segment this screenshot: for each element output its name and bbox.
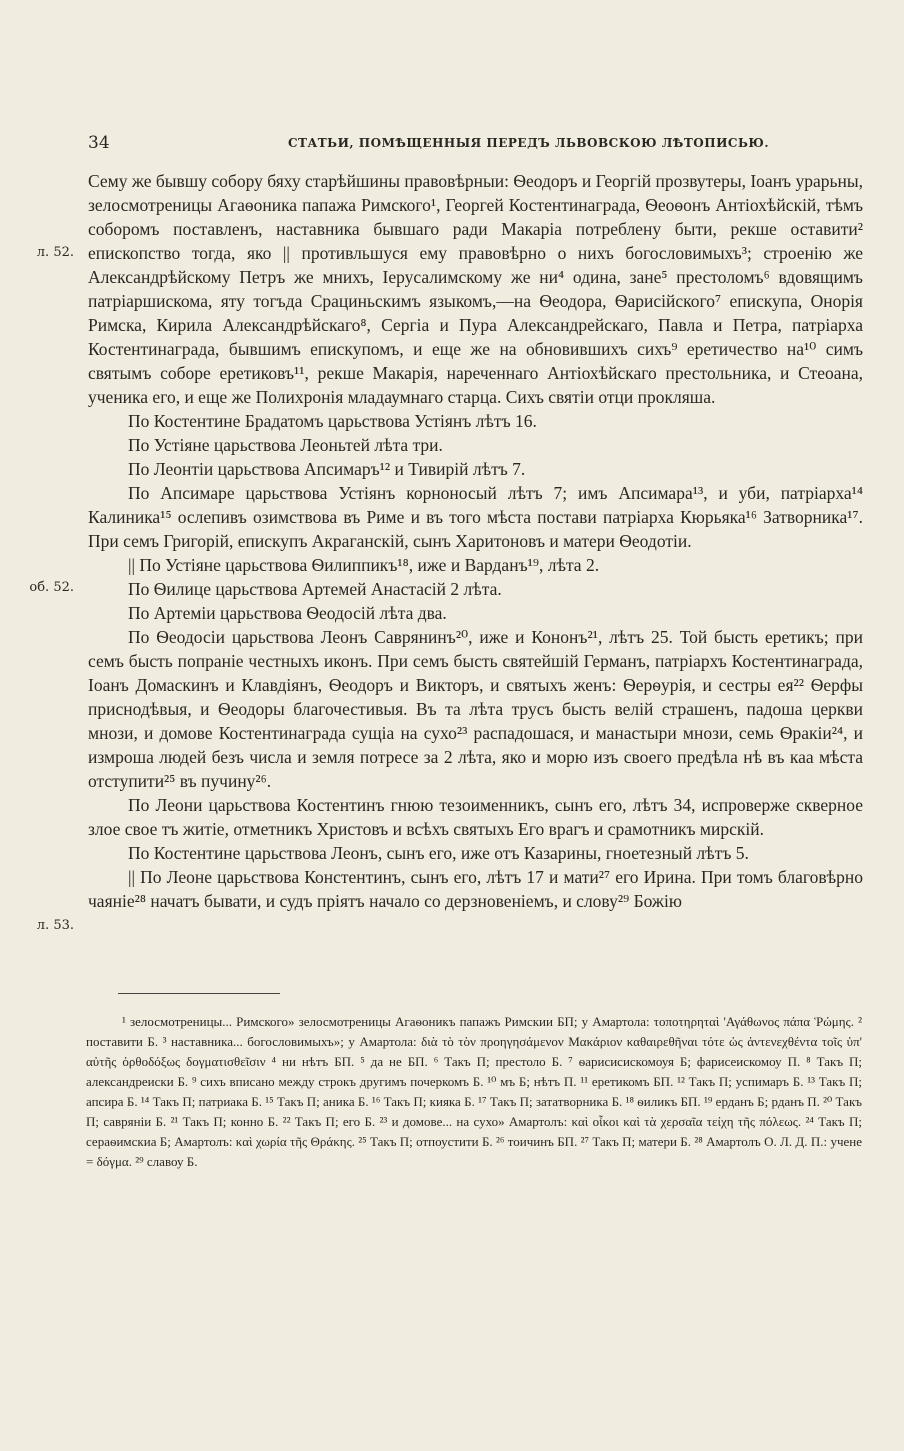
footnote-divider	[118, 993, 280, 994]
paragraph-council: Сему же бывшу собору бяху старѣйшины правовѣрныи: Ѳеодоръ и Георгій прозвутеры, Іоанъ урарьны, зелосмотреницы Агаѳоника папажа Римского¹, Георгей Костентинаграда, Ѳеоѳонъ Антіохѣйскій, тѣмъ соборомъ поставленъ, наставника бывшаго ради Макаріа потреблену быти, рекше оставити² епископство тогда, яко || противльшуся ему правовѣрно о нихъ богословимыхъ³; строенію же Александрѣйскому Петръ же мнихъ, Іерусалимскому же ни⁴ одина, зане⁵ престоломъ⁶ вдовящимъ патріаршискома, яту тогъда Срациньскимъ языкомъ,—на Ѳеодора, Ѳарисійского⁷ епискупа, Онорія Римска, Кирила Александрѣйскаго⁸, Сергіа и Пура Александрейскаго, Павла и Петра, патріарха Костентинаграда, бывшимъ епискупомъ, и еще же на обновившихъ сихъ⁹ еретичество на¹⁰ симъ святымъ соборе еретиковъ¹¹, рекше Макарія, нареченнаго Антіохѣйскаго престольника, и Стеоана, ученика его, и еще же Полихронія младаумнаго старца. Сихъ святіи отци прокляша.	[88, 171, 863, 407]
paragraph-reign: По Леонтіи царьствова Апсимаръ¹² и Тивирій лѣтъ 7.	[128, 459, 526, 479]
paragraph-reign: По Ѳеодосіи царьствова Леонъ Саврянинъ²⁰, иже и Кононъ²¹, лѣтъ 25. Той бысть еретикъ; при семъ бысть попраніе честныхъ иконъ. При семъ бысть святейшій Германъ, патріархъ Костентинаграда, Іоанъ Домаскинъ и Клавдіянъ, Ѳеодоръ и Викторъ, и святыхъ женъ: Ѳерѳурія, и сестры ея²² Ѳерфы приснодѣвыя, и Ѳеодоры благочестивыя. Въ та лѣта трусъ бысть велій страшенъ, падоша церкви мнози, и домове Костентинаграда сущіа на сухо²³ распадошася, и манастыри мнози, семь Ѳракіи²⁴, и измроша людей безъ числа и земля потресе за 2 лѣта, яко и морю изъ своего предѣла нѣ въ каа мѣста отступити²⁵ въ пучину²⁶.	[88, 627, 863, 791]
paragraph-reign: По Ѳилице царьствова Артемей Анастасій 2 лѣта.	[128, 579, 502, 599]
main-text	[88, 169, 863, 913]
footnotes: ¹ зелосмотреницы... Римского» зелосмотреницы Агаѳоникъ папажъ Римскии БП; у Амартола: τοποτηρηταὶ 'Αγάθωνος πάπα Ῥώμης. ² поставити Б. ³ наставника... богословимыхъ»; у Амартола: διὰ τὸ τὸν προηγησάμενον Μακάριον καθαιρεθῆναι τότε ὡς ἀντενεχθέντα τοῖς ὑπ' αὐτῆς ὀρθοδόξως δογματισθεῖσιν ⁴ ни нѣтъ БП. ⁵ да не БП. ⁶ Такъ П; престоло Б. ⁷ ѳарисисискомоуя Б; фарисеискомоу П. ⁸ Такъ П; александреиски Б. ⁹ сихъ вписано между строкъ другимъ почеркомъ Б. ¹⁰ мъ Б; нѣтъ П. ¹¹ еретикомъ БП. ¹² Такъ П; успимаръ Б. ¹³ Такъ П; апсира Б. ¹⁴ Такъ П; патриака Б. ¹⁵ Такъ П; аника Б. ¹⁶ Такъ П; кияка Б. ¹⁷ Такъ П; зататворника Б. ¹⁸ ѳиликъ БП. ¹⁹ ерданъ Б; рданъ П. ²⁰ Такъ П; савряніи Б. ²¹ Такъ П; конно Б. ²² Такъ П; его Б. ²³ и домове... на сухо» Амартолъ: καὶ οἶκοι καὶ τὰ χερσαῖα τείχη τῆς πόλεως. ²⁴ Такъ П; сераѳимскиа Б; Амартолъ: καὶ χωρία τῆς Θράκης. ²⁵ Такъ П; отпоустити Б. ²⁶ тоичинъ БП. ²⁷ Такъ П; матери Б. ²⁸ Амартолъ О. Л. Д. П.: учене = δόγμα. ²⁹ славоу Б.	[86, 1014, 862, 1169]
running-title: СТАТЬИ, ПОМѢЩЕННЫЯ ПЕРЕДЪ ЛЬВОВСКОЮ ЛѢТОПИСЬЮ.	[288, 136, 770, 150]
margin-note-folio-next: л. 53.	[36, 918, 74, 933]
paragraph-reign: По Леони царьствова Костентинъ гнюю тезоименникъ, сынъ его, лѣтъ 34, испроверже скверное злое свое тъ житіе, отметникъ Христовъ и всѣхъ святыхъ Его врагъ и срамотникъ мирскій.	[88, 795, 863, 839]
margin-note-folio-verso: об. 52.	[29, 580, 74, 595]
page-header	[88, 133, 858, 157]
page-number: 34	[88, 133, 110, 153]
margin-note-folio: л. 52.	[36, 245, 74, 260]
paragraph-reign: По Апсимаре царьствова Устіянъ корноносый лѣтъ 7; имъ Апсимара¹³, и уби, патріарха¹⁴ Калиника¹⁵ ослепивъ озимствова въ Риме и въ того мѣста постави патріарха Кюрьяка¹⁶ Затворника¹⁷. При семъ Григорій, епискупъ Акраганскій, сынъ Харитоновъ и матери Ѳеодотіи.	[88, 483, 863, 551]
paragraph-reign: По Артеміи царьствова Ѳеодосій лѣта два.	[128, 603, 447, 623]
paragraph-reign: По Костентине царьствова Леонъ, сынъ его, иже отъ Казарины, гноетезный лѣтъ 5.	[128, 843, 749, 863]
paragraph-reign: По Устіяне царьствова Леоньтей лѣта три.	[128, 435, 443, 455]
paragraph-reign: По Костентине Брадатомъ царьствова Устіянъ лѣтъ 16.	[128, 411, 537, 431]
paragraph-reign: || По Устіяне царьствова Ѳилиппикъ¹⁸, иже и Варданъ¹⁹, лѣта 2.	[128, 555, 600, 575]
paragraph-reign: || По Леоне царьствова Констентинъ, сынъ его, лѣтъ 17 и мати²⁷ его Ирина. При томъ благовѣрно чаяніе²⁸ начатъ бывати, и судъ пріятъ начало со дерзновеніемъ, и слову²⁹ Божію	[88, 867, 863, 911]
